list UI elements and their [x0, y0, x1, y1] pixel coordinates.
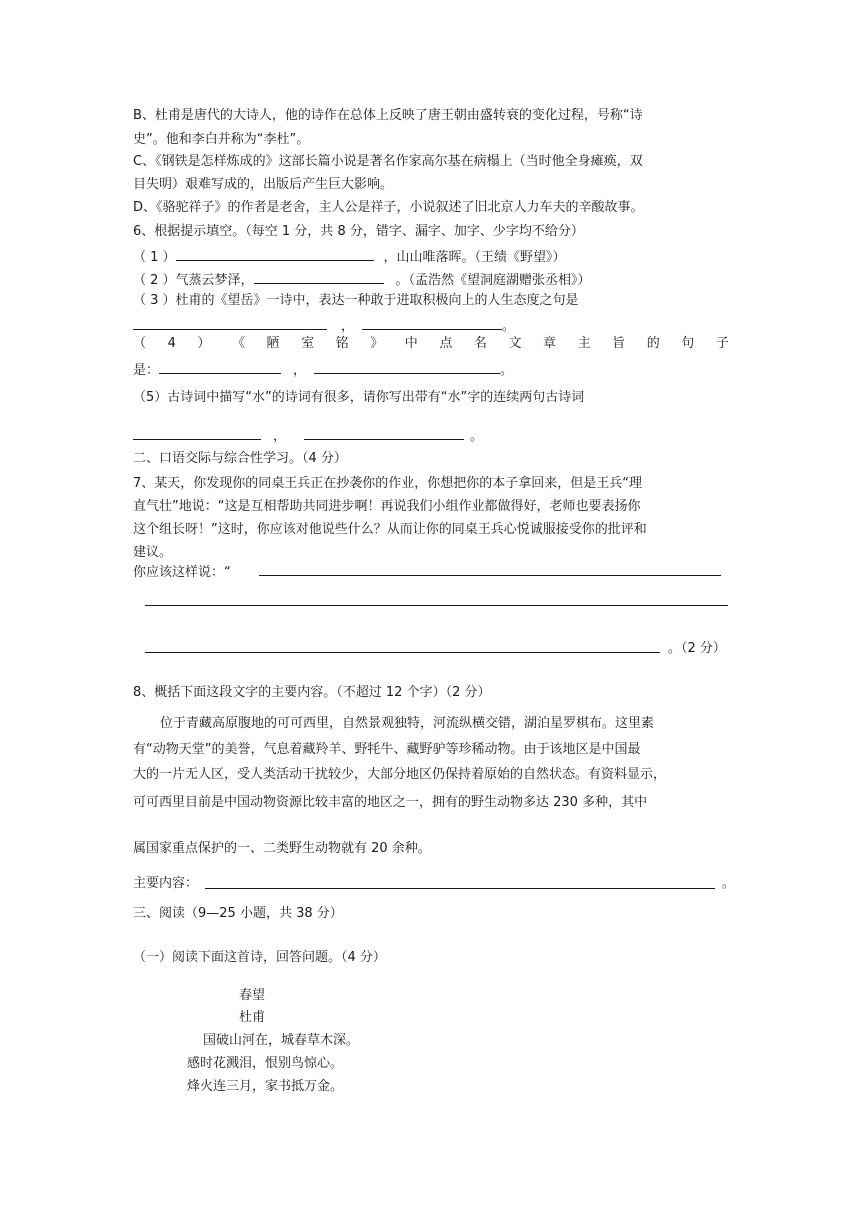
q6-title: 6、根据提示填空。（每空 1 分，共 8 分，错字、漏字、加字、少字均不给分） [133, 224, 584, 239]
q8-answer-line[interactable] [205, 888, 715, 889]
q6-item-4-char: 的 [646, 336, 660, 351]
q8-passage-3: 大的一片无人区，受人类活动干扰较少，大部分地区仍保持着原始的自然状态。有资料显示， [133, 767, 667, 782]
q7-line4: 建议。 [133, 545, 173, 560]
q6-blank-4b[interactable] [314, 361, 500, 374]
q6-item-4-comma: ， [293, 363, 307, 378]
q6-blank-3b[interactable] [362, 317, 502, 330]
q6-item-4-period: 。 [500, 363, 514, 378]
q6-item-4-char: 》 [370, 336, 384, 351]
q6-item-4-char: （ [133, 336, 147, 351]
option-b-line1: B、杜甫是唐代的大诗人，他的诗作在总体上反映了唐王朝由盛转衰的变化过程，号称“诗 [133, 108, 643, 123]
q8-title: 8、概括下面这段文字的主要内容。（不超过 12 个字）（2 分） [133, 685, 491, 700]
option-b-line2: 史”。他和李白并称为“李杜”。 [133, 132, 310, 147]
q6-blank-1[interactable] [176, 248, 374, 261]
q8-answer-label: 主要内容： [133, 876, 199, 891]
q6-blank-5a[interactable] [133, 427, 261, 440]
q6-item-4-prefix: 是： [133, 363, 160, 378]
q6-blank-4a[interactable] [159, 361, 281, 374]
section-2-title: 二、口语交际与综合性学习。（4 分） [133, 451, 347, 466]
q6-item-4-char: 主 [577, 336, 591, 351]
q6-item-4-char: 子 [715, 336, 729, 351]
poem-line: 国破山河在，城春草木深。 [203, 1033, 360, 1048]
q6-item-5: （5）古诗词中描写“水”的诗词有很多，请你写出带有“水”字的连续两句古诗词 [133, 390, 585, 405]
q6-item-5-period: 。 [470, 429, 484, 444]
q6-item-4-char: 文 [508, 336, 522, 351]
section-3-title: 三、阅读（9—25 小题，共 38 分） [133, 906, 343, 921]
q7-answer-label: 你应该这样说：“ [133, 565, 231, 580]
q8-passage-2: 有“动物天堂”的美誉，气息着藏羚羊、野牦牛、藏野驴等珍稀动物。由于该地区是中国最 [133, 742, 641, 757]
q6-item-4-char: 句 [681, 336, 695, 351]
q7-answer-line-2[interactable] [145, 605, 728, 606]
q6-item-2-prefix: （ 2 ）气蒸云梦泽， [133, 273, 254, 288]
q6-item-1 [133, 248, 566, 264]
q6-item-4-char: ） [197, 336, 211, 351]
q6-item-5-answer [133, 427, 483, 443]
option-d: D、《骆驼祥子》的作者是老舍，主人公是祥子，小说叙述了旧北京人力车夫的辛酸故事。 [133, 200, 644, 215]
option-c-line2: 目失明）艰难写成的，出版后产生巨大影响。 [133, 177, 394, 192]
q6-item-4-char: 点 [439, 336, 453, 351]
q6-item-4-char: 章 [543, 336, 557, 351]
q6-item-4-char: 4 [167, 336, 176, 351]
q6-item-3-comma: ， [341, 319, 355, 334]
q6-item-4-answer [133, 361, 513, 377]
q6-blank-3a[interactable] [133, 317, 327, 330]
q6-item-3-answer [133, 317, 515, 333]
q6-item-4-char: 陋 [266, 336, 280, 351]
q6-item-1-suffix: ，山山唯落晖。（王绩《野望》） [383, 250, 566, 265]
q6-item-4-char: 铭 [335, 336, 349, 351]
q6-item-2-suffix: 。（孟浩然《望洞庭湖赠张丞相》） [395, 273, 591, 288]
poem-author: 杜甫 [239, 1010, 266, 1025]
q6-blank-2[interactable] [254, 271, 384, 284]
q8-passage-5: 属国家重点保护的一、二类野生动物就有 20 余种。 [133, 841, 431, 856]
q7-score: 。（2 分） [668, 641, 726, 656]
q8-answer-end: 。 [722, 876, 736, 891]
poem-line: 感时花溅泪，恨别鸟惊心。 [187, 1056, 344, 1071]
q6-item-4-char: 名 [473, 336, 487, 351]
option-c-line1: C、《钢铁是怎样炼成的》这部长篇小说是著名作家高尔基在病榻上（当时他全身瘫痪，双 [133, 154, 643, 169]
q6-item-4-char: 室 [301, 336, 315, 351]
poem-title: 春望 [239, 988, 266, 1003]
q6-item-3: （ 3 ）杜甫的《望岳》一诗中，表达一种敢于进取积极向上的人生态度之句是 [133, 293, 579, 308]
q6-item-5-comma: ， [273, 429, 287, 444]
q6-item-4-char: 旨 [612, 336, 626, 351]
reading-part-1-title: （一）阅读下面这首诗，回答问题。（4 分） [133, 950, 386, 965]
q8-passage-1: 位于青藏高原腹地的可可西里，自然景观独特，河流纵横交错，湖泊星罗棋布。这里素 [160, 716, 655, 731]
q6-item-4-char: 中 [404, 336, 418, 351]
q6-item-4-char: 《 [231, 336, 245, 351]
q6-blank-5b[interactable] [304, 427, 464, 440]
q6-item-4 [133, 337, 729, 350]
q8-passage-4: 可可西里目前是中国动物资源比较丰富的地区之一，拥有的野生动物多达 230 多种，其中 [133, 795, 648, 810]
poem-line: 烽火连三月，家书抵万金。 [187, 1079, 344, 1094]
q7-line1: 7、某天，你发现你的同桌王兵正在抄袭你的作业，你想把你的本子拿回来，但是王兵“理 [133, 476, 643, 491]
q6-item-3-period: 。 [502, 319, 516, 334]
q6-item-2 [133, 271, 591, 287]
q7-line2: 直气壮”地说：“这是互相帮助共同进步啊！再说我们小组作业都做得好，老师也要表扬你 [133, 499, 641, 514]
q6-item-1-prefix: （ 1 ） [133, 250, 176, 265]
q7-line3: 这个组长呀！”这时，你应该对他说些什么？从而让你的同桌王兵心悦诚服接受你的批评和 [133, 522, 647, 537]
q7-answer-line-3[interactable] [145, 652, 660, 653]
q7-answer-line-1[interactable] [259, 575, 721, 576]
